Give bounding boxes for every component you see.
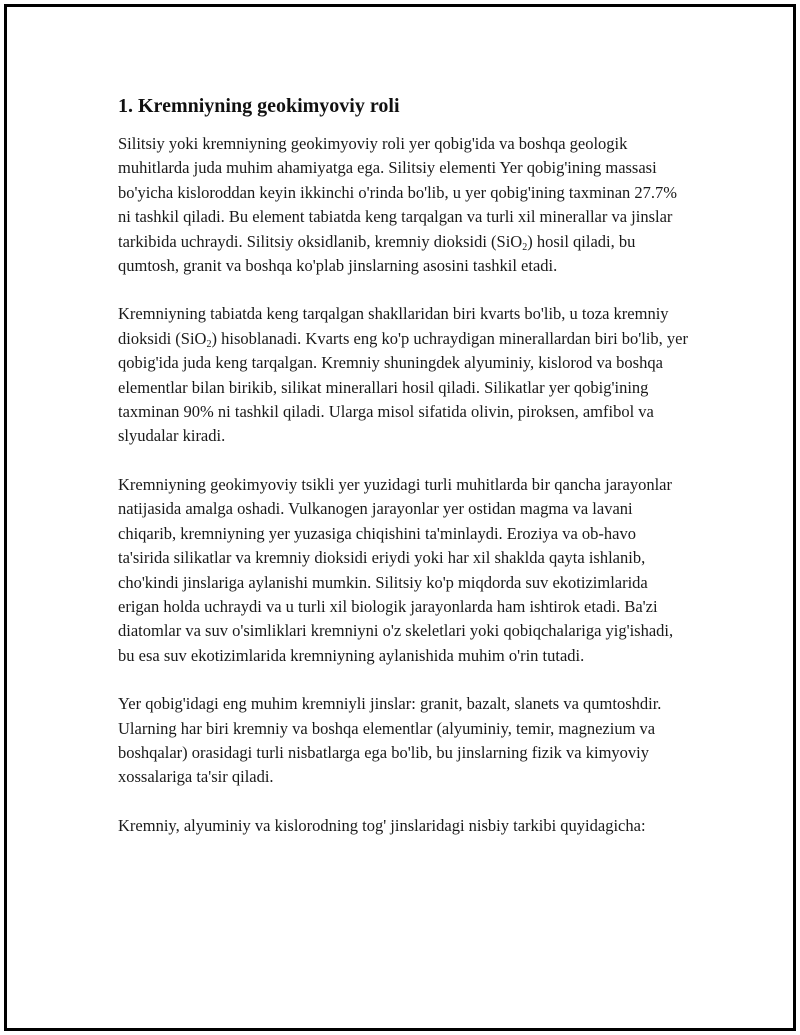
paragraph-1-subscript: 2 xyxy=(522,241,528,253)
paragraph-2-text-b: ) hisoblanadi. Kvarts eng ko'p uchraydigan minerallardan biri bo'lib, yer qobig'ida juda keng tarqalgan. Kremniy shuningdek alyuminiy, kislorod va boshqa elementlar bilan birikib, silikat minerallari hosil qiladi. Silikatlar yer qobig'ining taxminan 90% ni tashkil qiladi. Ularga misol sifatida olivin, piroksen, amfibol va slyudalar kiradi. xyxy=(118,328,689,446)
section-heading: 1. Kremniyning geokimyoviy roli xyxy=(118,95,400,117)
paragraph-5: Kremniy, alyuminiy va kislorodning tog' jinslaridagi nisbiy tarkibi quyidagicha: xyxy=(118,815,646,835)
document-body xyxy=(118,92,688,862)
paragraph-2-text-a: Kremniyning tabiatda keng tarqalgan shakllaridan biri kvarts bo'lib, u toza kremniy dioksidi (SiO xyxy=(118,304,669,348)
paragraph-2-subscript: 2 xyxy=(206,338,212,350)
paragraph-1-text-b: ) hosil qiladi, bu qumtosh, granit va boshqa ko'plab jinslarning asosini tashkil etadi. xyxy=(118,231,636,276)
paragraph-3: Kremniyning geokimyoviy tsikli yer yuzidagi turli muhitlarda bir qancha jarayonlar natijasida amalga oshadi. Vulkanogen jarayonlar yer ostidan magma va lavani chiqarib, kremniyning yer yuzasiga chiqishini ta'minlaydi. Eroziya va ob-havo ta'sirida silikatlar va kremniy dioksidi eriydi yoki har xil shaklda qayta ishlanib, cho'kindi jinslariga aylanishi mumkin. Silitsiy ko'p miqdorda suv ekotizimlarida erigan holda uchraydi va u turli xil biologik jarayonlarda ham ishtirok etadi. Ba'zi diatomlar va suv o'simliklari kremniyni o'z skeletlari yoki qobiqchalariga yig'ishadi, bu esa suv ekotizimlarida kremniyning aylanishida muhim o'rin tutadi. xyxy=(118,474,674,665)
paragraph-4: Yer qobig'idagi eng muhim kremniyli jinslar: granit, bazalt, slanets va qumtoshdir. Ularning har biri kremniy va boshqa elementlar (alyuminiy, temir, magnezium va boshqalar) orasidagi turli nisbatlarga ega bo'lib, bu jinslarning fizik va kimyoviy xossalariga ta'sir qiladi. xyxy=(118,694,662,787)
paragraph-1 xyxy=(118,132,688,278)
paragraph-1-text-a: Silitsiy yoki kremniyning geokimyoviy roli yer qobig'ida va boshqa geologik muhitlarda juda muhim ahamiyatga ega. Silitsiy elementi Yer qobig'ining massasi bo'yicha kisloroddan keyin ikkinchi o'rinda bo'lib, u yer qobig'ining taxminan 27.7% ni tashkil qiladi. Bu element tabiatda keng tarqalgan va turli xil minerallar va jinslar tarkibida uchraydi. Silitsiy oksidlanib, kremniy dioksidi (SiO xyxy=(118,134,678,251)
paragraph-2 xyxy=(118,302,688,448)
